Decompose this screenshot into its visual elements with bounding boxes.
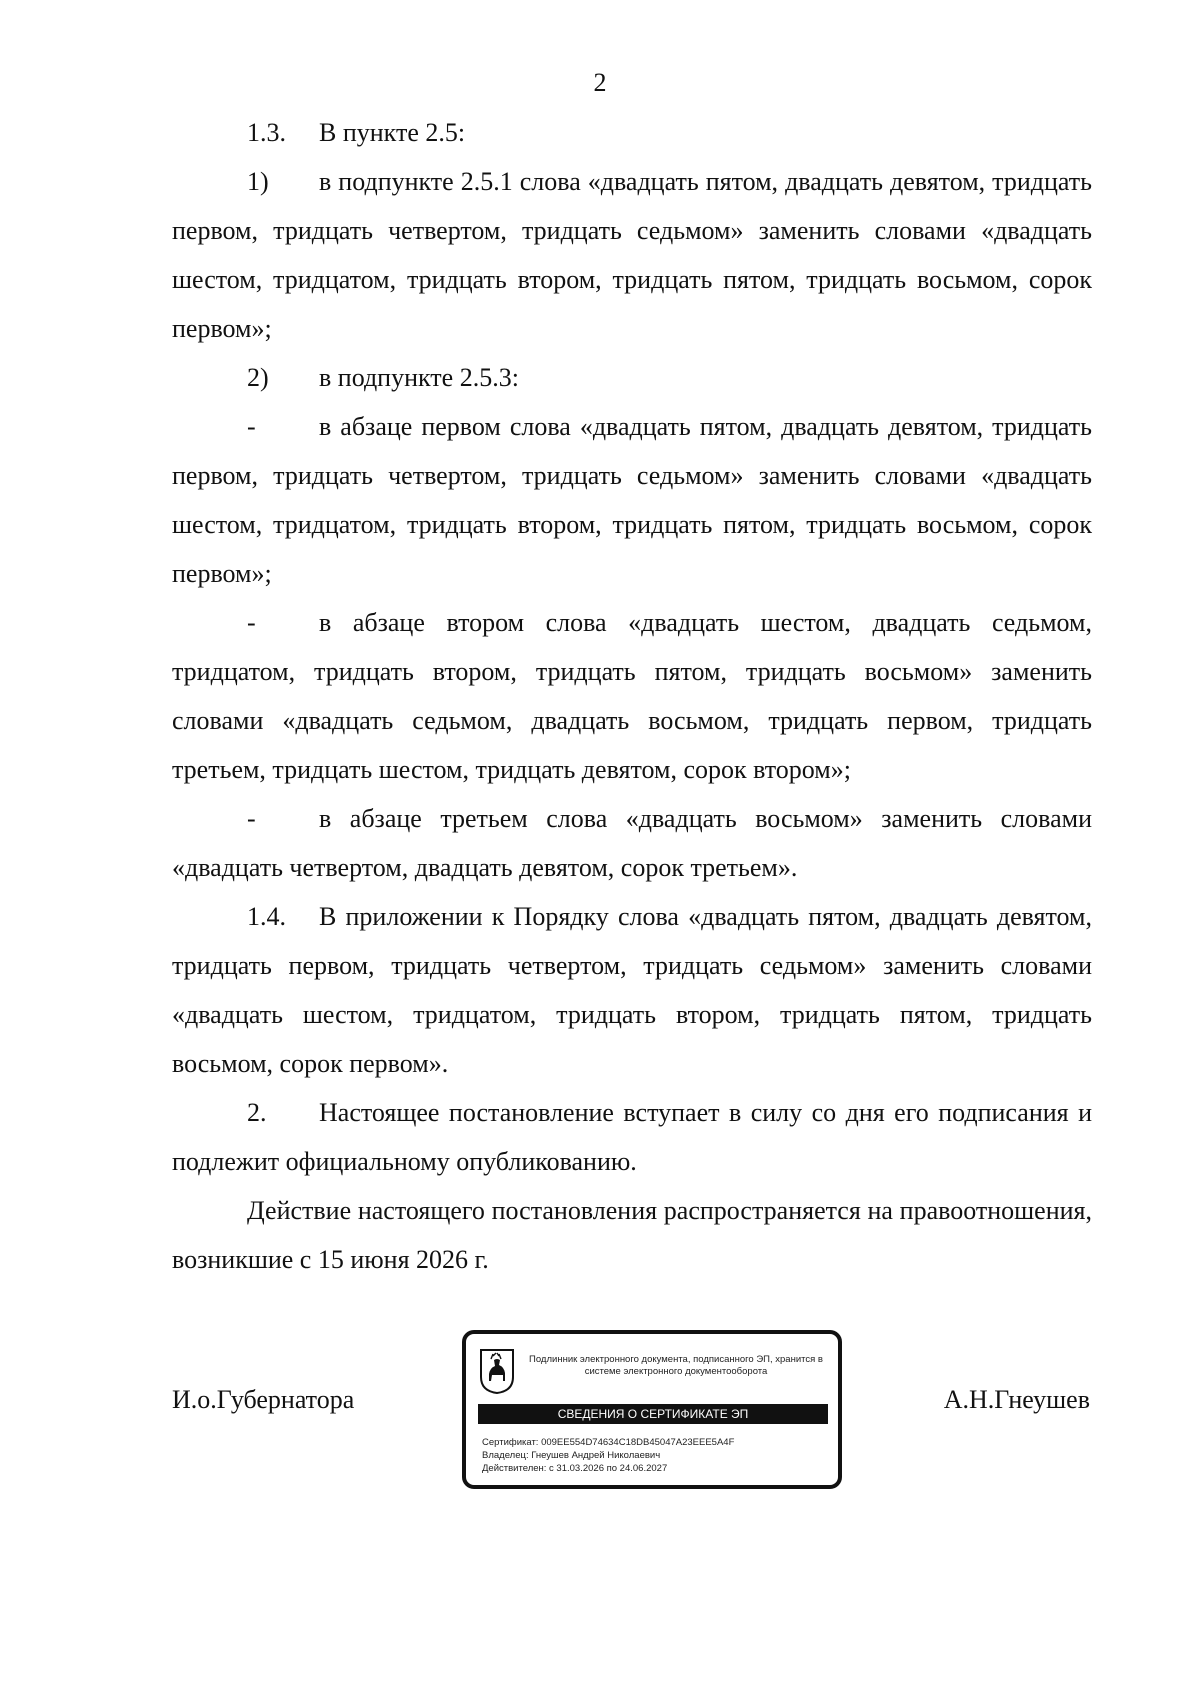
stamp-note: Подлинник электронного документа, подписанного ЭП, хранится в системе электронного документооборота (529, 1354, 823, 1377)
deer-emblem-icon (478, 1347, 516, 1395)
paragraph (172, 157, 1092, 353)
document-body (172, 108, 1092, 1284)
paragraph-text: в абзаце третьем слова «двадцать восьмом» заменить словами «двадцать четвертом, двадцать девятом, сорок третьем». (172, 804, 1092, 882)
paragraph-marker: 2. (247, 1098, 267, 1127)
paragraph-text: В приложении к Порядку слова «двадцать пятом, двадцать девятом, тридцать первом, тридцать четвертом, тридцать седьмом» заменить словами «двадцать шестом, тридцатом, тридцать втором, тридцать пятом, тридцать восьмом, сорок первом». (172, 902, 1092, 1078)
paragraph (172, 353, 1092, 402)
paragraph-marker: 1) (247, 167, 269, 196)
signatory-name: А.Н.Гнеушев (943, 1385, 1090, 1414)
stamp-header: СВЕДЕНИЯ О СЕРТИФИКАТЕ ЭП (478, 1404, 828, 1424)
paragraph-text: в абзаце втором слова «двадцать шестом, двадцать седьмом, тридцатом, тридцать втором, тридцать пятом, тридцать восьмом» заменить словами «двадцать седьмом, двадцать восьмом, тридцать первом, тридцать третьем, тридцать шестом, тридцать девятом, сорок втором»; (172, 608, 1092, 784)
paragraph-text: в абзаце первом слова «двадцать пятом, двадцать девятом, тридцать первом, тридцать четвертом, тридцать седьмом» заменить словами «двадцать шестом, тридцатом, тридцать втором, тридцать пятом, тридцать восьмом, сорок первом»; (172, 412, 1092, 588)
paragraph (172, 108, 1092, 157)
paragraph (172, 402, 1092, 598)
paragraph (172, 1088, 1092, 1186)
paragraph-marker: 1.3. (247, 118, 286, 147)
paragraph (172, 1186, 1092, 1284)
page-number: 2 (593, 68, 607, 97)
paragraph (172, 892, 1092, 1088)
paragraph-text: Действие настоящего постановления распространяется на правоотношения, возникшие с 15 июня 2026 г. (172, 1196, 1092, 1274)
certificate-owner: Владелец: Гнеушев Андрей Николаевич (482, 1450, 661, 1461)
electronic-signature-stamp (462, 1330, 842, 1489)
paragraph-text: в подпункте 2.5.3: (319, 363, 519, 392)
paragraph-marker: - (247, 608, 256, 637)
paragraph (172, 794, 1092, 892)
certificate-number: Сертификат: 009EE554D74634C18DB45047A23EEE5A4F (482, 1437, 735, 1448)
paragraph-marker: - (247, 804, 256, 833)
certificate-validity: Действителен: с 31.03.2026 по 24.06.2027 (482, 1463, 668, 1474)
paragraph-marker: 2) (247, 363, 269, 392)
signatory-position: И.о.Губернатора (172, 1385, 355, 1414)
certificate-info (482, 1436, 734, 1475)
paragraph-marker: - (247, 412, 256, 441)
paragraph-marker: 1.4. (247, 902, 286, 931)
paragraph (172, 598, 1092, 794)
paragraph-text: в подпункте 2.5.1 слова «двадцать пятом, двадцать девятом, тридцать первом, тридцать четвертом, тридцать седьмом» заменить словами «двадцать шестом, тридцатом, тридцать втором, тридцать пятом, тридцать восьмом, сорок первом»; (172, 167, 1092, 343)
paragraph-text: Настоящее постановление вступает в силу со дня его подписания и подлежит официальному опубликованию. (172, 1098, 1092, 1176)
paragraph-text: В пункте 2.5: (319, 118, 466, 147)
